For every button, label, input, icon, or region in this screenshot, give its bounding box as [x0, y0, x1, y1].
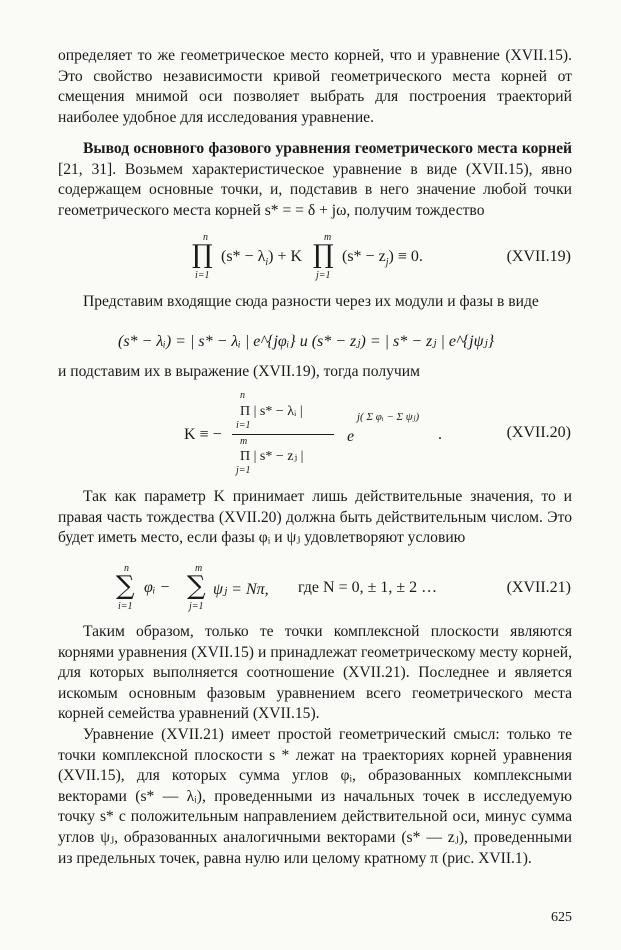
product-upper-limit-n: n [203, 232, 208, 243]
sum-upper-n: n [124, 563, 129, 574]
eq20-num-upper-n: n [240, 390, 245, 401]
product-symbol-2: ∏ [313, 240, 334, 270]
eq20-den-upper-m: m [240, 436, 248, 447]
eq20-period: . [438, 426, 442, 443]
eq21-phi-term: φᵢ − [144, 579, 171, 596]
eq19-term-1 [221, 248, 302, 268]
eq20-numerator: Π | s* − λᵢ | [240, 404, 303, 419]
paragraph-derivation-text: [21, 31]. Возьмем характеристическое уравнение в виде (XVII.15), явно содержащем основные точки, и, подставив в него значение любой точки геометрического места корней s* = = δ + jω, получим тождество [58, 160, 572, 219]
fraction-bar [232, 434, 334, 435]
equation-label-19: (XVII.19) [506, 248, 571, 265]
eq20-den-lower-j: j=1 [236, 465, 251, 476]
equation-polar-form [0, 331, 621, 355]
eq19-plus-k: ) + K [268, 248, 303, 265]
page-number: 625 [551, 910, 572, 925]
sum-symbol: ∑ [116, 571, 135, 601]
paragraph-derivation [58, 139, 572, 221]
sum-lower-i: i=1 [118, 601, 133, 612]
eq19-sub-j: j [385, 257, 389, 269]
sum-upper-m: m [195, 563, 203, 574]
eq20-exponential: e [347, 428, 355, 445]
product-symbol: ∏ [192, 240, 213, 270]
paragraph-intro: определяет то же геометрическое место корней, что и уравнение (XVII.15). Это свойство независимости кривой геометрического места корней от смещения мнимой оси позволяет выбрать для построения траекторий наиболее удобное для исследования уравнение. [58, 47, 572, 126]
eq19-factor-1: (s* − λ [221, 248, 266, 265]
eq19-identity: ) ≡ 0. [388, 248, 423, 265]
section-heading: Вывод основного фазового уравнения геометрического места корней [83, 140, 572, 157]
equation-xvii-19 [0, 234, 621, 284]
eq20-exponent: j( Σ φᵢ − Σ ψⱼ) [357, 411, 420, 423]
equation-label-21: (XVII.21) [506, 579, 571, 596]
eq21-psi-term: ψⱼ = Nπ, [213, 581, 269, 598]
product-upper-limit-m: m [324, 232, 332, 243]
eq20-num-lower-i: i=1 [236, 420, 251, 431]
paragraph-geometric-meaning: Уравнение (XVII.21) имеет простой геометрический смысл: только те точки комплексной плоскости s * лежат на траекториях корней уравнения (XVII.15), для которых сумма углов φᵢ, образованных комплексными векторами (s* — λᵢ), проведенными из начальных точек в исследуемую точку s* с положительным направлением действительной оси, минус сумма углов ψⱼ, образованных аналогичными векторами (s* — zⱼ), проведенными из предельных точек, равна нулю или целому кратному π (рис. XVII.1). [58, 726, 572, 867]
equation-xvii-21 [0, 565, 621, 615]
equation-label-20: (XVII.20) [506, 424, 571, 441]
polar-form-expression: (s* − λᵢ) = | s* − λᵢ | e^{jφᵢ} и (s* − zⱼ) = | s* − zⱼ | e^{jψⱼ} [118, 333, 495, 350]
eq20-lhs: K ≡ − [184, 426, 222, 443]
paragraph-real-values: Так как параметр K принимает лишь действительные значения, то и правая часть тождества (XVII.20) должна быть действительным числом. Это будет иметь место, если фазы φᵢ и ψⱼ удовлетворяют условию [58, 488, 572, 547]
paragraph-represent: Представим входящие сюда разности через их модули и фазы в виде [83, 293, 539, 310]
eq19-factor-2: (s* − z [342, 248, 386, 265]
eq21-condition: где N = 0, ± 1, ± 2 … [298, 579, 438, 596]
paragraph-substitute: и подставим их в выражение (XVII.19), тогда получим [58, 363, 420, 380]
equation-xvii-20 [0, 388, 621, 480]
eq20-denominator: Π | s* − zⱼ | [240, 449, 304, 464]
product-lower-limit-i: i=1 [195, 270, 210, 281]
product-lower-limit-j: j=1 [316, 270, 331, 281]
eq19-term-2 [342, 248, 423, 268]
sum-symbol-2: ∑ [187, 571, 206, 601]
sum-lower-j: j=1 [189, 601, 204, 612]
eq19-sub-i: i [265, 257, 269, 269]
paragraph-conclusion: Таким образом, только те точки комплексной плоскости являются корнями уравнения (XVII.15) и принадлежат геометрическому месту корней, для которых выполняется соотношение (XVII.21). Последнее и является искомым основным фазовым уравнением всего геометрического места корней семейства уравнений (XVII.15). [58, 623, 572, 723]
